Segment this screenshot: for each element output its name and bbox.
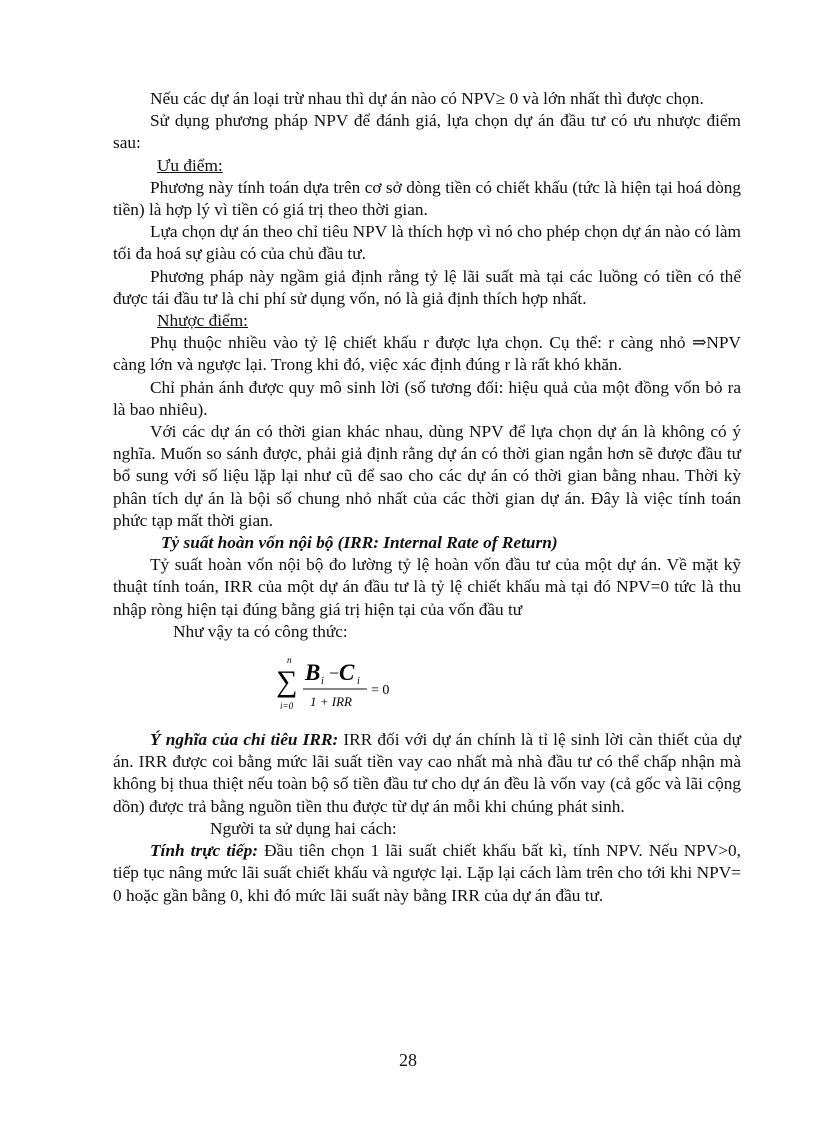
paragraph-disadvantage-3: Với các dự án có thời gian khác nhau, dùng NPV để lựa chọn dự án là không có ý nghĩa. Muốn so sánh được, phải giả định rằng dự án có thời gian ngắn hơn sẽ được đầu tư bổ sung với số liệu lặp lại như cũ để sao cho các dự án có thời gian bằng nhau. Thời kỳ phân tích dự án là bội số chung nhỏ nhất của các thời gian dự án. Đây là việc tính toán phức tạp mất thời gian.: [113, 422, 741, 530]
document-body: [113, 88, 741, 907]
sum-lower-limit: i=0: [280, 701, 294, 712]
advantages-heading: Ưu điểm:: [157, 155, 223, 175]
numerator-c: C: [339, 660, 355, 686]
irr-heading: Tỷ suất hoàn vốn nội bộ (IRR: Internal Rate of Return): [161, 533, 558, 553]
irr-meaning-label: Ý nghĩa của chỉ tiêu IRR:: [150, 730, 339, 750]
paragraph-disadvantage-1: Phụ thuộc nhiều vào tỷ lệ chiết khấu r được lựa chọn. Cụ thể: r càng nhỏ ⇒NPV càng lớn và ngược lại. Trong khi đó, việc xác định đúng r là rất khó khăn.: [113, 333, 741, 375]
paragraph-irr-definition: Tỷ suất hoàn vốn nội bộ đo lường tỷ lệ hoàn vốn đầu tư của một dự án. Về mặt kỹ thuật tính toán, IRR của một dự án đầu tư là tỷ lệ chiết khấu mà tại đó NPV=0 tức là thu nhập ròng hiện tại đúng bằng giá trị hiện tại của vốn đầu tư: [113, 555, 741, 619]
paragraph-npv-method: Sử dụng phương pháp NPV để đánh giá, lựa chọn dự án đầu tư có ưu nhược điểm sau:: [113, 111, 741, 153]
numerator-b: B: [305, 660, 321, 686]
paragraph-formula-intro: Như vậy ta có công thức:: [173, 621, 348, 641]
irr-formula: [113, 649, 741, 721]
denominator: 1 + IRR: [310, 694, 352, 710]
paragraph-irr-meaning: [113, 729, 741, 818]
sum-upper-limit: n: [287, 655, 292, 666]
disadvantages-heading: Nhược điểm:: [157, 311, 248, 331]
subscript-i-b: i: [321, 676, 324, 688]
subscript-i-c: i: [357, 676, 360, 688]
irr-formula-svg: [273, 649, 413, 719]
paragraph-direct-method: [113, 840, 741, 907]
irr-meaning-text: IRR đối với dự án chính là tỉ lệ sinh lời càn thiết của dự án. IRR được coi bằng mức lãi suất tiền vay cao nhất mà nhà đầu tư có thể chấp nhận mà không bị thua thiệt nếu toàn bộ số tiền đầu tư cho dự án đều là vốn vay (cả gốc và lãi cộng dồn) được trả bằng nguồn tiền thu được từ dự án mỗi khi chúng phát sinh.: [113, 730, 742, 816]
paragraph-two-methods: Người ta sử dụng hai cách:: [210, 818, 397, 838]
paragraph-disadvantage-2: Chỉ phản ánh được quy mô sinh lời (số tương đối: hiệu quả của một đồng vốn bỏ ra là bao nhiêu).: [113, 377, 741, 419]
minus-sign: −: [329, 663, 340, 684]
sigma-symbol: ∑: [276, 665, 298, 699]
page-number: 28: [399, 1050, 417, 1070]
paragraph-mutually-exclusive: Nếu các dự án loại trừ nhau thì dự án nào có NPV≥ 0 và lớn nhất thì được chọn.: [150, 89, 704, 108]
paragraph-advantage-1: Phương này tính toán dựa trên cơ sở dòng tiền có chiết khấu (tức là hiện tại hoá dòng tiền) là hợp lý vì tiền có giá trị theo thời gian.: [113, 177, 741, 220]
paragraph-advantage-3: Phương pháp này ngầm giả định rằng tỷ lệ lãi suất mà tại các luồng có tiền có thể được tái đầu tư là chi phí sử dụng vốn, nó là giả định thích hợp nhất.: [113, 266, 741, 308]
equals-zero: = 0: [371, 683, 390, 699]
direct-method-label: Tính trực tiếp:: [150, 841, 258, 861]
paragraph-advantage-2: Lựa chọn dự án theo chỉ tiêu NPV là thích hợp vì nó cho phép chọn dự án nào có làm tối đa hoá sự giàu có của chủ đầu tư.: [113, 222, 741, 264]
direct-method-text: Đầu tiên chọn 1 lãi suất chiết khấu bất kì, tính NPV. Nếu NPV>0, tiếp tục nâng mức lãi suất chiết khấu và ngược lại. Lặp lại cách làm trên cho tới khi NPV= 0 hoặc gần bằng 0, khi đó mức lãi suất này bằng IRR của dự án đầu tư.: [113, 841, 741, 905]
